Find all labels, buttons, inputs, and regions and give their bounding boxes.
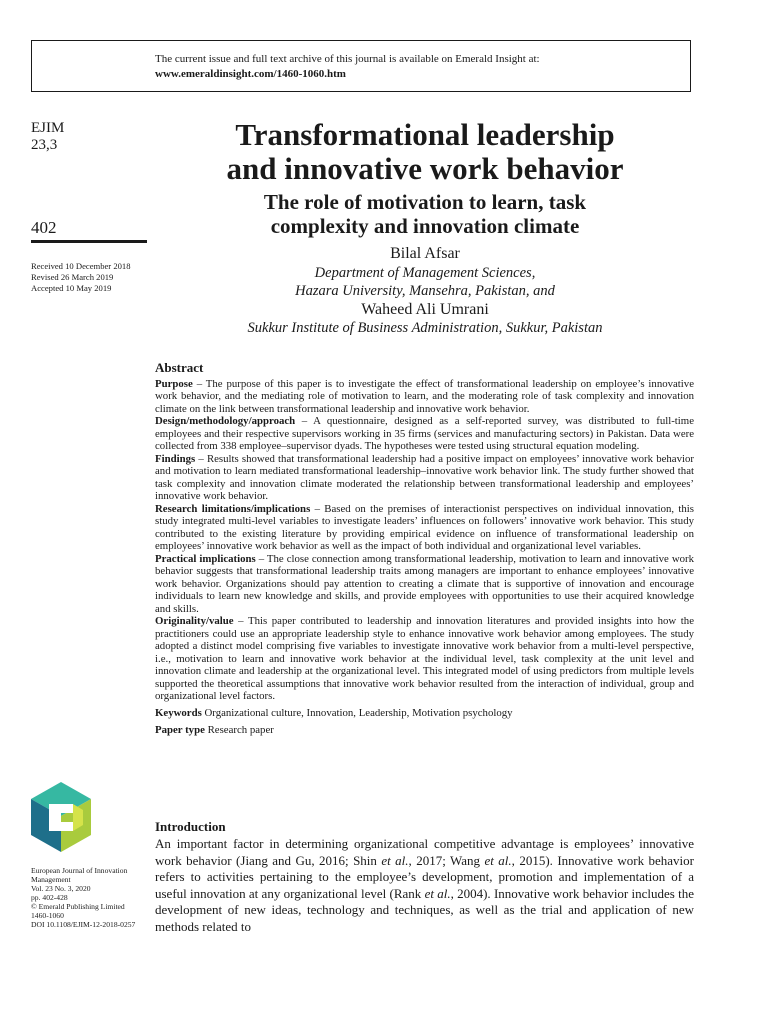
author-2: Waheed Ali Umrani	[361, 300, 489, 318]
journal-pages: pp. 402-428	[31, 893, 68, 902]
intro-text-c: , 2015). Innovative work behavior refers to activities pertaining to the employee’s development, promotion and implementation of a useful innovation at any organizational level (Rank	[155, 852, 694, 901]
affiliation-1-line1: Department of Management Sciences,	[314, 264, 536, 281]
introduction-heading: Introduction	[155, 819, 226, 834]
affiliation-1-line2: Hazara University, Mansehra, Pakistan, and	[295, 283, 555, 299]
journal-volume: 23,3	[31, 137, 58, 153]
subtitle-line2: complexity and innovation climate	[270, 214, 580, 238]
purpose-text: – The purpose of this paper is to investigate the effect of transformational leadership on employee’s innovative work behavior, and the mediating role of motivation to learn, and the moderating role of task complexity and innovation climate on the link between transformational leadership and innovative work behavior.	[155, 377, 694, 415]
abstract-heading: Abstract	[155, 360, 204, 375]
introduction-paragraph	[155, 836, 694, 935]
abstract-design	[155, 415, 694, 453]
author-block	[160, 245, 690, 338]
intro-text-b: , 2017; Wang	[408, 852, 485, 868]
practical-label: Practical implications	[155, 552, 256, 565]
journal-vol-issue: Vol. 23 No. 3, 2020	[31, 884, 91, 893]
subtitle-line1: The role of motivation to learn, task	[263, 190, 587, 214]
journal-availability-box	[31, 40, 691, 92]
paper-type-label: Paper type	[155, 724, 205, 736]
introduction-section	[155, 819, 694, 935]
author-1: Bilal Afsar	[390, 245, 460, 262]
originality-text: – This paper contributed to leadership and innovation literatures and provided insights into how the practitioners could use an appropriate leadership style to enhance innovative work behavior among employees. The study adopted a distinct model comprising five variables to investigate innovative work behavior from a multi-level perspective, i.e., motivation to learn and innovative work behavior at the individual level, task complexity at the unit level and innovation climate and leadership at the organizational level. This integrated model of using predictors from multiple levels supported the theoretical assumptions that innovative work behavior resulted from the interaction of individual, group and organizational level factors.	[155, 615, 694, 702]
availability-notice: The current issue and full text archive of this journal is available on Emerald Insight at:	[155, 53, 540, 65]
emerald-publishing-logo-icon	[31, 782, 91, 852]
page-number-rule	[31, 240, 147, 243]
practical-text: – The close connection among transformational leadership, motivation to learn and innovative work behavior suggests that transformational leadership traits among managers are important to enhance employees’ innovative work behavior. Organizations should pay attention to creating a climate that is supportive of innovation and encourage individuals to learn new knowledge and skills, and provide employees with opportunities to use their acquired knowledge and skills.	[155, 552, 695, 615]
findings-label: Findings	[155, 452, 196, 465]
purpose-label: Purpose	[155, 377, 193, 390]
abstract-purpose	[155, 378, 694, 416]
abstract-originality	[155, 615, 694, 703]
journal-name-line1: European Journal of Innovation	[31, 866, 128, 875]
journal-name-line2: Management	[31, 875, 71, 884]
paper-type-text: Research paper	[204, 724, 274, 736]
originality-label: Originality/value	[155, 615, 234, 627]
research-text: – Based on the premises of interactionist perspectives on individual innovation, this study integrated multi-level variables to investigate leaders’ influences on followers’ innovative work behavior. This study contributed to the existing literature by providing empirical evidence on influence of transformational leadership on employees’ innovative work behavior as well as the impact of both individual and organizational level variables.	[155, 502, 695, 552]
design-text: – A questionnaire, designed as a self-reported survey, was distributed to full-time employees and their respective supervisors working in 35 firms (services and manufacturing sectors) in Pakistan. Data were collected from 338 employee–supervisor dyads. The hypotheses were tested using structural equation modeling.	[155, 415, 694, 452]
journal-abbr-text: EJIM	[31, 120, 65, 136]
abstract-paper-type	[155, 724, 694, 737]
intro-etal-2: et al.	[484, 852, 512, 868]
keywords-label: Keywords	[155, 706, 202, 719]
keywords-text: Organizational culture, Innovation, Leadership, Motivation psychology	[201, 706, 513, 719]
article-history	[31, 261, 147, 294]
article-title	[160, 118, 690, 186]
abstract-section	[155, 362, 694, 737]
abstract-practical	[155, 553, 694, 616]
article-subtitle	[160, 190, 690, 238]
abstract-keywords	[155, 707, 694, 720]
received-date: Received 10 December 2018	[31, 261, 131, 271]
affiliation-2: Sukkur Institute of Business Administration, Sukkur, Pakistan	[247, 320, 603, 336]
revised-date: Revised 26 March 2019	[31, 272, 114, 282]
intro-text-d: , 2004). Innovative work behavior includes the development of new ideas, technology and techniques, as well as the trial and application of new methods related to	[155, 885, 695, 934]
issn: 1460-1060	[31, 911, 64, 920]
page-number: 402	[31, 218, 57, 237]
accepted-date: Accepted 10 May 2019	[31, 283, 112, 293]
intro-text-a: An important factor in determining organizational competitive advantage is employees’ innovative work behavior (Jiang and Gu, 2016; Shin	[155, 836, 694, 868]
title-line2: and innovative work behavior	[226, 151, 624, 186]
title-line1: Transformational leadership	[235, 117, 615, 152]
journal-citation-info	[31, 866, 151, 929]
doi: DOI 10.1108/EJIM-12-2018-0257	[31, 920, 136, 929]
journal-url-link[interactable]: www.emeraldinsight.com/1460-1060.htm	[155, 68, 346, 80]
abstract-research	[155, 503, 694, 553]
publisher: © Emerald Publishing Limited	[31, 902, 125, 911]
research-label: Research limitations/implications	[155, 502, 311, 515]
design-label: Design/methodology/approach	[155, 415, 296, 427]
intro-etal-1: et al.	[381, 852, 409, 868]
findings-text: – Results showed that transformational leadership had a positive impact on employees’ innovative work behavior and motivation to learn mediated transformational leadership–innovative work behavior link. The study further showed that task complexity and innovation climate moderated the relationship between transformational leadership and employees’ innovative work behavior.	[155, 452, 694, 502]
abstract-findings	[155, 453, 694, 503]
journal-abbreviation	[31, 120, 147, 154]
intro-etal-3: et al.	[424, 885, 451, 901]
